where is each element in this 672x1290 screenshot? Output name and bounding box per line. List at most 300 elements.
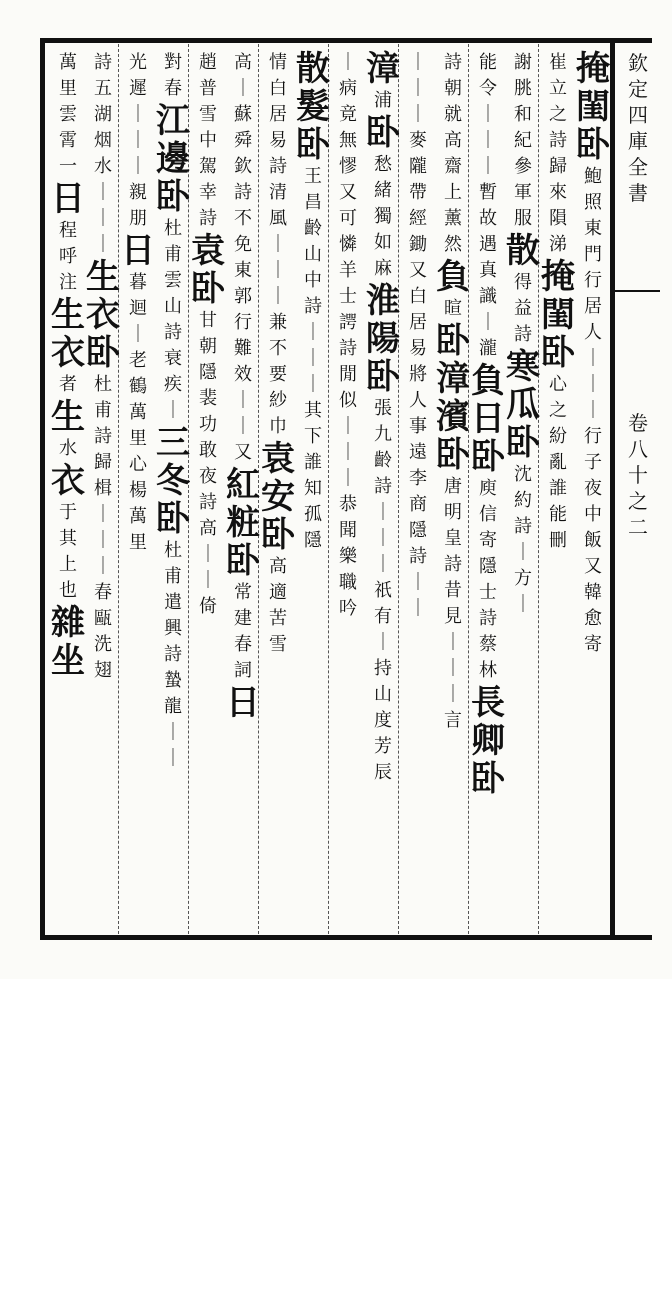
body-char: 九: [374, 424, 392, 445]
body-char: 里: [129, 532, 147, 553]
body-char: 鋤: [409, 234, 427, 255]
body-char: 湖: [94, 104, 112, 125]
text-column: [399, 50, 437, 930]
body-char: 山: [374, 684, 392, 705]
body-char: 趙: [199, 52, 217, 73]
heading-char: 卧: [191, 269, 225, 309]
body-char: 上: [59, 554, 77, 575]
body-char: 詩: [479, 608, 497, 629]
body-char: 郭: [234, 286, 252, 307]
body-char: 遠: [409, 442, 427, 463]
heading-char: 卧: [366, 113, 400, 153]
heading-char: 雜: [51, 603, 85, 643]
heading-char: 邊: [156, 139, 190, 179]
body-char: 隱: [479, 556, 497, 577]
body-char: 竟: [339, 104, 357, 125]
heading-char: 日: [51, 179, 85, 219]
body-char: ｜: [409, 598, 427, 619]
heading-char: 長: [471, 683, 505, 723]
heading-char: 卧: [576, 125, 610, 165]
body-char: ｜: [514, 542, 532, 563]
heading-char: 卧: [226, 541, 260, 581]
body-char: 吟: [339, 598, 357, 619]
body-char: 服: [514, 208, 532, 229]
body-char: 蟄: [164, 670, 182, 691]
body-char: 隱: [199, 362, 217, 383]
body-char: 瀧: [479, 338, 497, 359]
body-char: 照: [584, 192, 602, 213]
body-char: 將: [409, 364, 427, 385]
heading-char: 淮: [366, 281, 400, 321]
body-char: ｜: [199, 570, 217, 591]
body-char: 之: [549, 400, 567, 421]
body-char: 萬: [59, 52, 77, 73]
text-column: [434, 50, 472, 930]
heading-char: 卧: [156, 177, 190, 217]
heading-char: 卧: [156, 499, 190, 539]
body-char: 光: [129, 52, 147, 73]
body-char: 閒: [339, 364, 357, 385]
text-column: [224, 50, 262, 930]
body-char: 高: [234, 52, 252, 73]
body-char: ｜: [444, 658, 462, 679]
body-char: 來: [549, 182, 567, 203]
body-char: 然: [444, 234, 462, 255]
body-char: 寄: [584, 634, 602, 655]
body-char: 適: [269, 582, 287, 603]
body-char: 度: [374, 710, 392, 731]
body-char: 薰: [444, 208, 462, 229]
body-char: 信: [479, 504, 497, 525]
body-char: 駕: [199, 156, 217, 177]
body-char: ｜: [339, 416, 357, 437]
text-column: [259, 50, 297, 930]
body-char: 萬: [129, 506, 147, 527]
body-char: 樂: [339, 546, 357, 567]
body-char: 鶴: [129, 376, 147, 397]
body-char: ｜: [514, 594, 532, 615]
body-char: 可: [339, 208, 357, 229]
body-char: 夜: [199, 466, 217, 487]
text-column: [294, 50, 332, 930]
text-column: [84, 50, 122, 930]
heading-char: 髮: [296, 87, 330, 127]
body-char: 帶: [409, 182, 427, 203]
body-char: 詩: [164, 322, 182, 343]
body-char: 知: [304, 478, 322, 499]
body-char: 能: [479, 52, 497, 73]
heading-char: 卿: [471, 721, 505, 761]
body-char: ｜: [234, 78, 252, 99]
body-char: 建: [234, 608, 252, 629]
body-char: 翅: [94, 660, 112, 681]
body-char: 清: [269, 182, 287, 203]
margin-char: 欽: [628, 51, 648, 75]
body-char: 甫: [164, 244, 182, 265]
body-char: 隴: [409, 156, 427, 177]
body-char: 杜: [164, 540, 182, 561]
body-char: 詩: [444, 52, 462, 73]
body-char: 山: [164, 296, 182, 317]
body-char: ｜: [234, 416, 252, 437]
body-char: ｜: [199, 544, 217, 565]
body-char: 麻: [374, 258, 392, 279]
heading-char: 卧: [471, 437, 505, 477]
body-char: ｜: [339, 52, 357, 73]
body-char: 獨: [374, 206, 392, 227]
body-char: 也: [59, 580, 77, 601]
body-char: 要: [269, 364, 287, 385]
body-char: 者: [59, 374, 77, 395]
margin-char: 二: [628, 515, 648, 539]
body-char: 詩: [374, 476, 392, 497]
body-char: 憐: [339, 234, 357, 255]
body-char: 無: [339, 130, 357, 151]
body-char: 有: [374, 606, 392, 627]
body-char: 又: [409, 260, 427, 281]
body-char: 烟: [94, 130, 112, 151]
body-char: 經: [409, 208, 427, 229]
heading-char: 安: [261, 477, 295, 517]
body-char: 情: [269, 52, 287, 73]
body-char: 韓: [584, 582, 602, 603]
body-char: 羊: [339, 260, 357, 281]
margin-char: 十: [628, 463, 648, 487]
body-char: 愁: [374, 154, 392, 175]
body-char: ｜: [94, 182, 112, 203]
heading-char: 漳: [366, 49, 400, 89]
body-char: 夜: [584, 478, 602, 499]
body-char: ｜: [444, 684, 462, 705]
body-char: 涕: [549, 234, 567, 255]
body-char: 沈: [514, 464, 532, 485]
body-char: 詩: [269, 156, 287, 177]
body-char: 崔: [549, 52, 567, 73]
body-char: 詩: [234, 182, 252, 203]
body-char: 楫: [94, 478, 112, 499]
body-char: 詩: [94, 426, 112, 447]
body-char: 衰: [164, 348, 182, 369]
body-char: 立: [549, 78, 567, 99]
margin-char: 定: [628, 77, 648, 101]
body-char: 真: [479, 260, 497, 281]
body-char: 參: [514, 156, 532, 177]
body-char: 雲: [59, 104, 77, 125]
body-char: 霄: [59, 130, 77, 151]
body-char: ｜: [304, 374, 322, 395]
body-char: ｜: [269, 260, 287, 281]
body-char: 敢: [199, 440, 217, 461]
body-char: ｜: [269, 286, 287, 307]
heading-char: 卧: [296, 125, 330, 165]
heading-char: 坐: [51, 641, 85, 681]
margin-char: 八: [628, 437, 648, 461]
body-char: 病: [339, 78, 357, 99]
body-char: 興: [164, 618, 182, 639]
body-char: 詩: [514, 516, 532, 537]
body-char: 東: [234, 260, 252, 281]
heading-char: 卧: [366, 357, 400, 397]
body-char: 雲: [164, 270, 182, 291]
heading-char: 漳: [436, 359, 470, 399]
body-char: ｜: [94, 556, 112, 577]
body-char: 遇: [479, 234, 497, 255]
body-char: 高: [199, 518, 217, 539]
body-char: ｜: [129, 324, 147, 345]
text-column: [504, 50, 542, 930]
body-char: 皇: [444, 528, 462, 549]
body-char: 蘇: [234, 104, 252, 125]
body-char: 鮑: [584, 166, 602, 187]
heading-char: 陽: [366, 319, 400, 359]
body-char: 方: [514, 568, 532, 589]
body-char: 詩: [514, 324, 532, 345]
body-char: 遣: [164, 592, 182, 613]
body-char: 得: [514, 272, 532, 293]
body-char: 水: [94, 156, 112, 177]
body-char: 庾: [479, 478, 497, 499]
body-char: 其: [59, 528, 77, 549]
body-char: 恭: [339, 494, 357, 515]
body-char: 隱: [304, 530, 322, 551]
body-char: ｜: [409, 78, 427, 99]
body-char: 行: [234, 312, 252, 333]
body-char: 祇: [374, 580, 392, 601]
heading-char: 袁: [191, 231, 225, 271]
body-char: ｜: [94, 208, 112, 229]
body-char: 高: [444, 130, 462, 151]
heading-char: 紅: [226, 465, 260, 505]
margin-char: 卷: [628, 411, 648, 435]
body-char: 杜: [94, 374, 112, 395]
body-char: ｜: [479, 104, 497, 125]
margin-char: 庫: [628, 129, 648, 153]
body-char: 詩: [339, 338, 357, 359]
body-char: 林: [479, 660, 497, 681]
body-char: 甫: [94, 400, 112, 421]
body-char: 又: [339, 182, 357, 203]
body-char: 疾: [164, 374, 182, 395]
body-char: 行: [584, 270, 602, 291]
body-char: ｜: [234, 390, 252, 411]
body-char: 商: [409, 494, 427, 515]
text-column: [49, 50, 87, 930]
body-char: 詩: [444, 554, 462, 575]
heading-char: 卧: [436, 435, 470, 475]
text-column: [539, 50, 577, 930]
body-char: 持: [374, 658, 392, 679]
body-char: 一: [59, 156, 77, 177]
body-char: 暄: [444, 298, 462, 319]
body-char: ｜: [129, 156, 147, 177]
heading-char: 負: [436, 257, 470, 297]
heading-char: 衣: [51, 461, 85, 501]
body-char: 白: [409, 286, 427, 307]
body-char: 人: [584, 322, 602, 343]
heading-char: 生: [86, 257, 120, 297]
body-char: 中: [199, 130, 217, 151]
heading-char: 卧: [541, 333, 575, 373]
body-char: 甫: [164, 566, 182, 587]
body-char: 聞: [339, 520, 357, 541]
body-char: 水: [59, 438, 77, 459]
body-char: 龍: [164, 696, 182, 717]
body-char: 如: [374, 232, 392, 253]
body-char: 歸: [549, 156, 567, 177]
body-char: 紗: [269, 390, 287, 411]
body-char: 居: [269, 104, 287, 125]
body-char: 憀: [339, 156, 357, 177]
body-char: 就: [444, 104, 462, 125]
body-char: 居: [584, 296, 602, 317]
body-char: 高: [269, 556, 287, 577]
body-char: 暮: [129, 272, 147, 293]
body-char: 春: [94, 582, 112, 603]
body-char: ｜: [374, 502, 392, 523]
body-char: 張: [374, 398, 392, 419]
body-char: 和: [514, 104, 532, 125]
heading-char: 閨: [541, 295, 575, 335]
body-char: 雪: [199, 104, 217, 125]
body-char: 士: [479, 582, 497, 603]
body-char: 人: [409, 390, 427, 411]
body-char: 舜: [234, 130, 252, 151]
body-char: ｜: [479, 156, 497, 177]
heading-char: 衣: [51, 333, 85, 373]
body-char: 下: [304, 426, 322, 447]
heading-char: 卧: [471, 759, 505, 799]
body-char: 之: [549, 104, 567, 125]
body-char: 中: [304, 270, 322, 291]
body-char: 軍: [514, 182, 532, 203]
body-char: 注: [59, 272, 77, 293]
heading-char: 卧: [86, 333, 120, 373]
body-char: 事: [409, 416, 427, 437]
body-char: 言: [444, 710, 462, 731]
body-char: ｜: [584, 400, 602, 421]
body-char: 心: [549, 374, 567, 395]
body-char: 亂: [549, 452, 567, 473]
heading-char: 生: [51, 397, 85, 437]
body-char: 故: [479, 208, 497, 229]
body-char: ｜: [584, 348, 602, 369]
heading-char: 日: [121, 231, 155, 271]
body-char: ｜: [164, 400, 182, 421]
body-char: 詩: [199, 492, 217, 513]
heading-char: 卧: [436, 321, 470, 361]
body-char: 里: [59, 78, 77, 99]
body-char: 齡: [374, 450, 392, 471]
body-char: 子: [584, 452, 602, 473]
body-char: 欽: [234, 156, 252, 177]
body-char: ｜: [304, 348, 322, 369]
body-char: 不: [269, 338, 287, 359]
text-column: [329, 50, 367, 930]
body-char: 幸: [199, 182, 217, 203]
body-char: 麥: [409, 130, 427, 151]
body-char: 易: [409, 338, 427, 359]
body-char: 李: [409, 468, 427, 489]
body-char: 齡: [304, 218, 322, 239]
body-char: 令: [479, 78, 497, 99]
body-char: 上: [444, 182, 462, 203]
body-char: 王: [304, 166, 322, 187]
body-char: 緒: [374, 180, 392, 201]
body-char: 白: [269, 78, 287, 99]
body-char: 萬: [129, 402, 147, 423]
body-char: 甘: [199, 310, 217, 331]
body-char: ｜: [479, 312, 497, 333]
body-char: 能: [549, 504, 567, 525]
body-char: 飯: [584, 530, 602, 551]
body-char: 苦: [269, 608, 287, 629]
heading-char: 粧: [226, 503, 260, 543]
body-char: ｜: [409, 572, 427, 593]
body-char: 朓: [514, 78, 532, 99]
body-char: 于: [59, 502, 77, 523]
body-char: 齋: [444, 156, 462, 177]
body-char: 心: [129, 454, 147, 475]
body-char: 倚: [199, 596, 217, 617]
body-char: ｜: [304, 322, 322, 343]
body-char: 詩: [164, 644, 182, 665]
body-char: 居: [409, 312, 427, 333]
body-char: 風: [269, 208, 287, 229]
heading-char: 三: [156, 423, 190, 463]
body-char: 又: [234, 442, 252, 463]
body-char: 紛: [549, 426, 567, 447]
text-column: [469, 50, 507, 930]
body-char: 程: [59, 220, 77, 241]
body-char: 朝: [444, 78, 462, 99]
body-char: 裴: [199, 388, 217, 409]
heading-char: 負: [471, 361, 505, 401]
body-char: 昔: [444, 580, 462, 601]
body-char: 辰: [374, 762, 392, 783]
text-column: [189, 50, 227, 930]
body-char: 東: [584, 218, 602, 239]
body-char: 呼: [59, 246, 77, 267]
body-char: 效: [234, 364, 252, 385]
body-char: 中: [584, 504, 602, 525]
body-char: 約: [514, 490, 532, 511]
heading-char: 散: [296, 49, 330, 89]
body-char: 春: [164, 78, 182, 99]
body-char: ｜: [94, 530, 112, 551]
body-char: 詩: [409, 546, 427, 567]
body-char: ｜: [164, 748, 182, 769]
body-char: ｜: [129, 130, 147, 151]
body-char: 紀: [514, 130, 532, 151]
heading-char: 寒: [506, 347, 540, 387]
heading-char: 衣: [86, 295, 120, 335]
body-char: ｜: [339, 442, 357, 463]
heading-char: 掩: [576, 49, 610, 89]
body-char: 對: [164, 52, 182, 73]
body-char: ｜: [374, 632, 392, 653]
body-char: 里: [129, 428, 147, 449]
body-char: 普: [199, 78, 217, 99]
heading-char: 袁: [261, 439, 295, 479]
body-char: 兼: [269, 312, 287, 333]
body-char: 五: [94, 78, 112, 99]
body-char: ｜: [94, 504, 112, 525]
body-char: 朋: [129, 208, 147, 229]
body-char: 刪: [549, 530, 567, 551]
text-column: [364, 50, 402, 930]
body-char: 楊: [129, 480, 147, 501]
body-char: ｜: [409, 104, 427, 125]
